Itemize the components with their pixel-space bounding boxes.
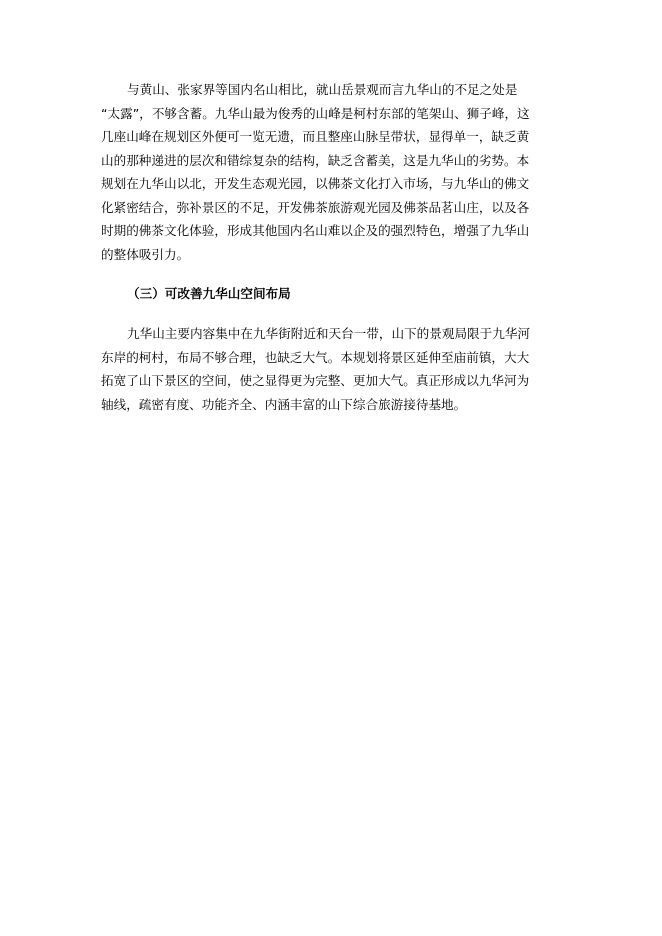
- document-body: [101, 78, 581, 416]
- text-line: 山的那种递进的层次和错综复杂的结构，缺乏含蓄美，这是九华山的劣势。本: [101, 152, 530, 168]
- section-heading: （三）可改善九华山空间布局: [127, 286, 291, 301]
- text-line: 的整体吸引力。: [101, 246, 190, 262]
- text-line: 规划在九华山以北，开发生态观光园，以佛茶文化打入市场，与九华山的佛文: [101, 176, 530, 191]
- text-line: “太露”，不够含蓄。九华山最为俊秀的山峰是柯村东部的笔架山、狮子峰，这: [101, 105, 530, 121]
- text-line: 几座山峰在规划区外便可一览无遗，而且整座山脉呈带状，显得单一，缺乏黄: [101, 129, 530, 144]
- text-line: 时期的佛茶文化体验，形成其他国内名山难以企及的强烈特色，增强了九华山: [101, 223, 530, 238]
- paragraph-comparison: [101, 78, 581, 266]
- text-line: 与黄山、张家界等国内名山相比，就山岳景观而言九华山的不足之处是: [127, 82, 518, 97]
- text-line: 拓宽了山下景区的空间，使之显得更为完整、更加大气。真正形成以九华河为: [101, 373, 530, 388]
- text-line: 九华山主要内容集中在九华街附近和天台一带，山下的景观局限于九华河: [127, 326, 530, 341]
- text-line: 东岸的柯村，布局不够合理，也缺乏大气。本规划将景区延伸至庙前镇，大大: [101, 349, 530, 365]
- paragraph-spacer: [101, 306, 581, 322]
- paragraph-spatial-layout: [101, 322, 581, 416]
- paragraph-spacer: [101, 266, 581, 282]
- text-line: 化紧密结合，弥补景区的不足，开发佛茶旅游观光园及佛茶品茗山庄，以及各: [101, 199, 530, 215]
- text-line: 轴线，疏密有度、功能齐全、内涵丰富的山下综合旅游接待基地。: [101, 396, 467, 412]
